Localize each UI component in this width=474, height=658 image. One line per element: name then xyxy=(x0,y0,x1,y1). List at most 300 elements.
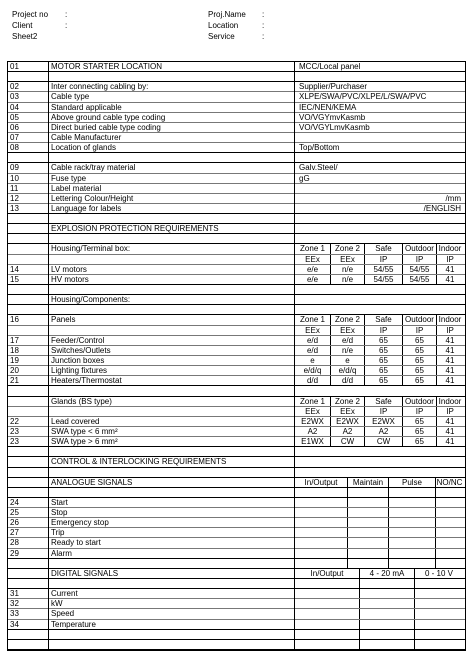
digital-cell-0 xyxy=(295,579,359,588)
zone-cell-4: 41 xyxy=(436,275,463,284)
table-row xyxy=(8,599,465,609)
zone-cell-3: 65 xyxy=(402,376,436,385)
row-label: Lettering Colour/Height xyxy=(51,193,134,203)
digital-cell-0: In/Output xyxy=(310,568,344,578)
row-label xyxy=(49,407,293,416)
row-number: 18 xyxy=(10,345,19,355)
zone-cell-1: E2WX xyxy=(330,417,364,426)
analogue-cell-1: Maintain xyxy=(347,478,388,487)
zone-cell-1: n/e xyxy=(330,275,364,284)
zone-cell-3: 54/55 xyxy=(402,265,436,274)
digital-cell-2 xyxy=(414,599,463,608)
table-row xyxy=(8,457,465,467)
row-number: 17 xyxy=(10,335,19,345)
row-number: 23 xyxy=(10,426,19,436)
table-row xyxy=(8,508,465,518)
table-row xyxy=(8,285,465,295)
analogue-cell-3 xyxy=(435,518,463,527)
table-row xyxy=(8,579,465,589)
zone-cell-3: 65 xyxy=(402,346,436,355)
digital-cell-1 xyxy=(359,630,414,639)
digital-cell-0 xyxy=(295,589,359,598)
zone-cell-2: 65 xyxy=(364,376,402,385)
row-number: 06 xyxy=(10,122,19,132)
zone-cell-3: 65 xyxy=(402,417,436,426)
row-value xyxy=(297,295,463,304)
row-number: 34 xyxy=(10,619,19,629)
service-label: Service xyxy=(208,32,235,41)
zone-cell-4: IP xyxy=(436,255,463,264)
analogue-cell-3 xyxy=(435,508,463,517)
zone-cell-2: IP xyxy=(364,407,402,416)
analogue-cell-0 xyxy=(295,498,347,507)
analogue-cell-2 xyxy=(388,508,435,517)
table-row xyxy=(8,528,465,538)
row-number: 15 xyxy=(10,274,19,284)
zone-cell-1: CW xyxy=(330,437,364,446)
digital-cell-2 xyxy=(414,640,463,649)
digital-cell-2: 0 - 10 V xyxy=(414,569,463,578)
analogue-cell-2 xyxy=(388,488,435,497)
analogue-cell-3 xyxy=(435,549,463,558)
analogue-cell-2 xyxy=(388,528,435,537)
row-label: Cable rack/tray material xyxy=(51,163,136,173)
digital-cell-2 xyxy=(414,630,463,639)
zone-cell-1: Zone 2 xyxy=(330,397,364,406)
table-row xyxy=(8,447,465,457)
zone-cell-2: Safe xyxy=(364,244,402,253)
table-row xyxy=(8,113,465,123)
row-number xyxy=(8,478,48,487)
digital-cell-2 xyxy=(414,609,463,618)
row-label: Inter connecting cabling by: xyxy=(51,82,149,92)
zone-cell-1: d/d xyxy=(330,376,364,385)
row-label: Housing/Terminal box: xyxy=(51,244,131,254)
row-number: 29 xyxy=(10,548,19,558)
table-row xyxy=(8,478,465,488)
table-row xyxy=(8,204,465,214)
service-colon: : xyxy=(262,32,265,41)
row-label: Lighting fixtures xyxy=(51,366,108,376)
zone-cell-2: 54/55 xyxy=(364,275,402,284)
row-number: 24 xyxy=(10,497,19,507)
row-label: Panels xyxy=(51,315,76,325)
table-row xyxy=(8,366,465,376)
row-value: gG xyxy=(299,173,310,183)
table-row xyxy=(8,92,465,102)
analogue-cell-3 xyxy=(435,528,463,537)
zone-cell-3: 65 xyxy=(402,427,436,436)
row-number: 10 xyxy=(10,173,19,183)
table-row xyxy=(8,163,465,173)
zone-cell-4: 41 xyxy=(436,376,463,385)
row-number: 14 xyxy=(10,264,19,274)
row-number xyxy=(8,326,48,335)
row-number xyxy=(8,224,48,233)
table-row xyxy=(8,356,465,366)
table-row xyxy=(8,62,465,72)
row-label: Trip xyxy=(51,528,65,538)
table-row xyxy=(8,609,465,619)
digital-cell-1: 4 - 20 mA xyxy=(359,569,414,578)
row-number xyxy=(8,397,48,406)
row-value-right: /ENGLISH xyxy=(423,203,461,213)
table-row xyxy=(8,234,465,244)
row-number: 25 xyxy=(10,508,19,518)
digital-cell-1 xyxy=(359,620,414,629)
zone-cell-0: e/e xyxy=(306,274,319,284)
zone-cell-0: EEx xyxy=(305,254,320,264)
row-label: Current xyxy=(51,589,78,599)
table-row xyxy=(8,630,465,640)
analogue-cell-0 xyxy=(295,528,347,537)
analogue-cell-3: NO/NC xyxy=(436,477,463,487)
table-row xyxy=(8,498,465,508)
table-row xyxy=(8,244,465,254)
zone-cell-1: Zone 2 xyxy=(330,244,364,253)
zone-cell-3: 65 xyxy=(402,336,436,345)
zone-cell-1: n/e xyxy=(330,346,364,355)
row-label: Feeder/Control xyxy=(51,335,105,345)
zone-cell-3: Outdoor xyxy=(402,315,436,324)
row-value xyxy=(297,194,463,203)
row-value: VO/VGYmvKasmb xyxy=(299,112,366,122)
analogue-cell-3 xyxy=(435,488,463,497)
row-label: Above ground cable type coding xyxy=(51,112,166,122)
row-number: 01 xyxy=(10,62,19,71)
digital-cell-1 xyxy=(359,599,414,608)
analogue-cell-1 xyxy=(347,559,388,568)
row-label: Location of glands xyxy=(51,143,116,153)
row-number: 04 xyxy=(10,102,19,112)
table-row xyxy=(8,295,465,305)
zone-cell-2: 54/55 xyxy=(364,265,402,274)
client-colon: : xyxy=(65,21,68,30)
row-label: Lead covered xyxy=(51,416,100,426)
table-row xyxy=(8,265,465,275)
zone-cell-0: e/d xyxy=(306,345,319,355)
analogue-cell-3 xyxy=(435,498,463,507)
analogue-cell-2 xyxy=(388,538,435,547)
zone-cell-1: A2 xyxy=(330,427,364,436)
digital-cell-0 xyxy=(295,599,359,608)
row-number: 22 xyxy=(10,416,19,426)
row-number xyxy=(8,569,48,578)
zone-cell-2: IP xyxy=(364,255,402,264)
row-number: 23 xyxy=(10,437,19,447)
row-value xyxy=(297,133,463,142)
table-row xyxy=(8,336,465,346)
zone-cell-2: E2WX xyxy=(364,417,402,426)
row-label: Heaters/Thermostat xyxy=(51,376,122,386)
zone-cell-2: 65 xyxy=(364,356,402,365)
table-row xyxy=(8,315,465,325)
row-label: Speed xyxy=(51,609,75,619)
row-number: 02 xyxy=(10,82,19,92)
analogue-cell-0 xyxy=(295,559,347,568)
table-row xyxy=(8,437,465,447)
table-row xyxy=(8,82,465,92)
row-value: Top/Bottom xyxy=(299,143,340,153)
row-number: 26 xyxy=(10,518,19,528)
digital-cell-0 xyxy=(295,620,359,629)
zone-cell-3: Outdoor xyxy=(402,397,436,406)
row-value: Supplier/Purchaser xyxy=(299,82,368,92)
analogue-cell-1 xyxy=(347,549,388,558)
row-label: Temperature xyxy=(51,619,96,629)
zone-cell-1: e/d/q xyxy=(330,366,364,375)
zone-cell-3: 65 xyxy=(402,356,436,365)
zone-cell-4: 41 xyxy=(436,366,463,375)
zone-cell-2: 65 xyxy=(364,336,402,345)
zone-cell-3: 65 xyxy=(402,366,436,375)
zone-cell-4: 41 xyxy=(436,336,463,345)
zone-cell-3: IP xyxy=(402,326,436,335)
row-label: Cable Manufacturer xyxy=(51,132,122,142)
zone-cell-4: Indoor xyxy=(436,244,463,253)
zone-cell-0: d/d xyxy=(306,376,319,386)
row-label: Housing/Components: xyxy=(51,295,131,305)
zone-cell-2: IP xyxy=(364,326,402,335)
analogue-cell-2 xyxy=(388,518,435,527)
table-row xyxy=(8,143,465,153)
analogue-cell-2: Pulse xyxy=(388,478,435,487)
table-row xyxy=(8,397,465,407)
table-row xyxy=(8,346,465,356)
analogue-cell-1 xyxy=(347,508,388,517)
row-label: LV motors xyxy=(51,264,87,274)
row-value: MCC/Local panel xyxy=(299,62,361,71)
table-row xyxy=(8,468,465,478)
zone-cell-3: IP xyxy=(402,255,436,264)
row-number: 31 xyxy=(10,589,19,599)
zone-cell-3: 65 xyxy=(402,437,436,446)
row-number: 05 xyxy=(10,112,19,122)
zone-cell-3: 54/55 xyxy=(402,275,436,284)
row-number xyxy=(8,457,48,466)
zone-cell-4: 41 xyxy=(436,356,463,365)
row-number: 08 xyxy=(10,143,19,153)
location-colon: : xyxy=(262,21,265,30)
row-label: EXPLOSION PROTECTION REQUIREMENTS xyxy=(51,224,219,234)
row-value-right: /mm xyxy=(445,193,461,203)
zone-cell-1: EEx xyxy=(330,255,364,264)
zone-cell-1: EEx xyxy=(330,326,364,335)
project-no-label: Project no xyxy=(12,10,49,19)
row-label: SWA type > 6 mm² xyxy=(51,437,118,447)
analogue-cell-3 xyxy=(435,559,463,568)
zone-cell-0: EEx xyxy=(305,325,320,335)
table-row xyxy=(8,427,465,437)
row-number xyxy=(8,255,48,264)
table-row xyxy=(8,538,465,548)
row-number: 12 xyxy=(10,193,19,203)
row-label: Standard applicable xyxy=(51,102,122,112)
table-row xyxy=(8,184,465,194)
row-label: Start xyxy=(51,497,68,507)
digital-cell-1 xyxy=(359,640,414,649)
zone-cell-1: EEx xyxy=(330,407,364,416)
sheet-label: Sheet2 xyxy=(12,32,38,41)
table-row xyxy=(8,569,465,579)
analogue-cell-0 xyxy=(295,538,347,547)
row-value: Galv.Steel/ xyxy=(299,163,338,173)
value-column-divider xyxy=(294,62,295,650)
analogue-cell-1 xyxy=(347,538,388,547)
table-row xyxy=(8,620,465,630)
digital-cell-1 xyxy=(359,609,414,618)
row-number xyxy=(8,244,48,253)
table-row xyxy=(8,417,465,427)
zone-cell-1: e/d xyxy=(330,336,364,345)
table-row xyxy=(8,305,465,315)
table-row xyxy=(8,123,465,133)
row-label xyxy=(49,326,293,335)
zone-cell-4: Indoor xyxy=(436,315,463,324)
row-label: HV motors xyxy=(51,274,89,284)
analogue-cell-0 xyxy=(295,508,347,517)
table-row xyxy=(8,640,465,650)
digital-cell-1 xyxy=(359,589,414,598)
zone-cell-4: IP xyxy=(436,326,463,335)
analogue-cell-2 xyxy=(388,498,435,507)
analogue-cell-1 xyxy=(347,488,388,497)
table-row xyxy=(8,275,465,285)
row-number xyxy=(8,407,48,416)
row-number: 32 xyxy=(10,599,19,609)
table-row xyxy=(8,407,465,417)
analogue-cell-2 xyxy=(388,559,435,568)
analogue-cell-3 xyxy=(435,538,463,547)
zone-cell-4: 41 xyxy=(436,437,463,446)
zone-cell-1: e xyxy=(330,356,364,365)
zone-cell-0: e/d xyxy=(306,335,319,345)
row-value xyxy=(297,457,463,466)
analogue-cell-1 xyxy=(347,498,388,507)
zone-cell-1: n/e xyxy=(330,265,364,274)
zone-cell-0: e xyxy=(310,356,315,365)
zone-cell-4: 41 xyxy=(436,417,463,426)
zone-cell-0: A2 xyxy=(307,426,318,436)
digital-cell-2 xyxy=(414,620,463,629)
zone-cell-0: Zone 1 xyxy=(300,244,325,254)
row-label: Stop xyxy=(51,508,68,518)
table-row xyxy=(8,194,465,204)
analogue-cell-1 xyxy=(347,518,388,527)
zone-cell-3: Outdoor xyxy=(402,244,436,253)
analogue-cell-1 xyxy=(347,528,388,537)
zone-cell-2: CW xyxy=(364,437,402,446)
analogue-cell-0 xyxy=(295,518,347,527)
row-value: IEC/NEN/KEMA xyxy=(299,102,357,112)
digital-cell-0 xyxy=(295,640,359,649)
row-number: 13 xyxy=(10,203,19,213)
digital-cell-2 xyxy=(414,589,463,598)
document-header xyxy=(10,10,464,44)
row-label xyxy=(49,255,293,264)
row-label: Direct buried cable type coding xyxy=(51,122,161,132)
zone-cell-0: Zone 1 xyxy=(300,396,325,406)
row-label: CONTROL & INTERLOCKING REQUIREMENTS xyxy=(51,457,227,467)
row-label: Fuse type xyxy=(51,173,87,183)
zone-cell-0: E1WX xyxy=(301,437,324,447)
proj-name-colon: : xyxy=(262,10,265,19)
proj-name-label: Proj.Name xyxy=(208,10,246,19)
table-row xyxy=(8,376,465,386)
row-label: Label material xyxy=(51,183,102,193)
digital-cell-0 xyxy=(295,609,359,618)
table-row xyxy=(8,559,465,569)
row-value: VO/VGYLmvKasmb xyxy=(299,122,370,132)
row-label: SWA type < 6 mm² xyxy=(51,426,118,436)
table-row xyxy=(8,103,465,113)
table-row xyxy=(8,255,465,265)
row-label: kW xyxy=(51,599,63,609)
zone-cell-0: e/d/q xyxy=(303,366,322,376)
digital-cell-2 xyxy=(414,579,463,588)
row-number: 09 xyxy=(10,163,19,173)
zone-cell-2: 65 xyxy=(364,366,402,375)
zone-cell-2: 65 xyxy=(364,346,402,355)
row-number xyxy=(8,295,48,304)
row-label: Switches/Outlets xyxy=(51,345,111,355)
row-number: 19 xyxy=(10,356,19,365)
client-label: Client xyxy=(12,21,33,30)
zone-cell-0: EEx xyxy=(305,406,320,416)
table-row xyxy=(8,214,465,224)
digital-cell-0 xyxy=(295,630,359,639)
row-label: Language for labels xyxy=(51,203,122,213)
specification-table xyxy=(7,61,466,651)
table-row xyxy=(8,326,465,336)
zone-cell-2: A2 xyxy=(364,427,402,436)
row-label: Cable type xyxy=(51,92,90,102)
zone-cell-2: Safe xyxy=(364,315,402,324)
row-value: XLPE/SWA/PVC/XLPE/L/SWA/PVC xyxy=(299,92,427,102)
row-label: Junction boxes xyxy=(51,356,105,365)
row-number: 21 xyxy=(10,376,19,386)
table-row xyxy=(8,386,465,396)
table-row xyxy=(8,153,465,163)
location-label: Location xyxy=(208,21,239,30)
row-label: Emergency stop xyxy=(51,518,109,528)
table-row xyxy=(8,133,465,143)
row-number: 28 xyxy=(10,538,19,548)
zone-cell-4: 41 xyxy=(436,427,463,436)
row-label: ANALOGUE SIGNALS xyxy=(51,477,133,487)
zone-cell-4: IP xyxy=(436,407,463,416)
analogue-cell-0 xyxy=(295,549,347,558)
table-row xyxy=(8,72,465,82)
row-number: 16 xyxy=(10,315,19,325)
row-value xyxy=(297,184,463,193)
zone-cell-0: Zone 1 xyxy=(300,315,325,325)
zone-cell-2: Safe xyxy=(364,397,402,406)
row-number: 20 xyxy=(10,366,19,376)
table-row xyxy=(8,488,465,498)
row-value xyxy=(297,224,463,233)
analogue-cell-2 xyxy=(388,549,435,558)
table-row xyxy=(8,549,465,559)
digital-cell-1 xyxy=(359,579,414,588)
analogue-cell-0: In/Output xyxy=(304,477,338,487)
row-number: 33 xyxy=(10,609,19,619)
number-column-divider xyxy=(48,62,49,650)
analogue-cell-0 xyxy=(295,488,347,497)
zone-cell-0: e/e xyxy=(306,264,319,274)
row-number: 03 xyxy=(10,92,19,102)
table-row xyxy=(8,174,465,184)
